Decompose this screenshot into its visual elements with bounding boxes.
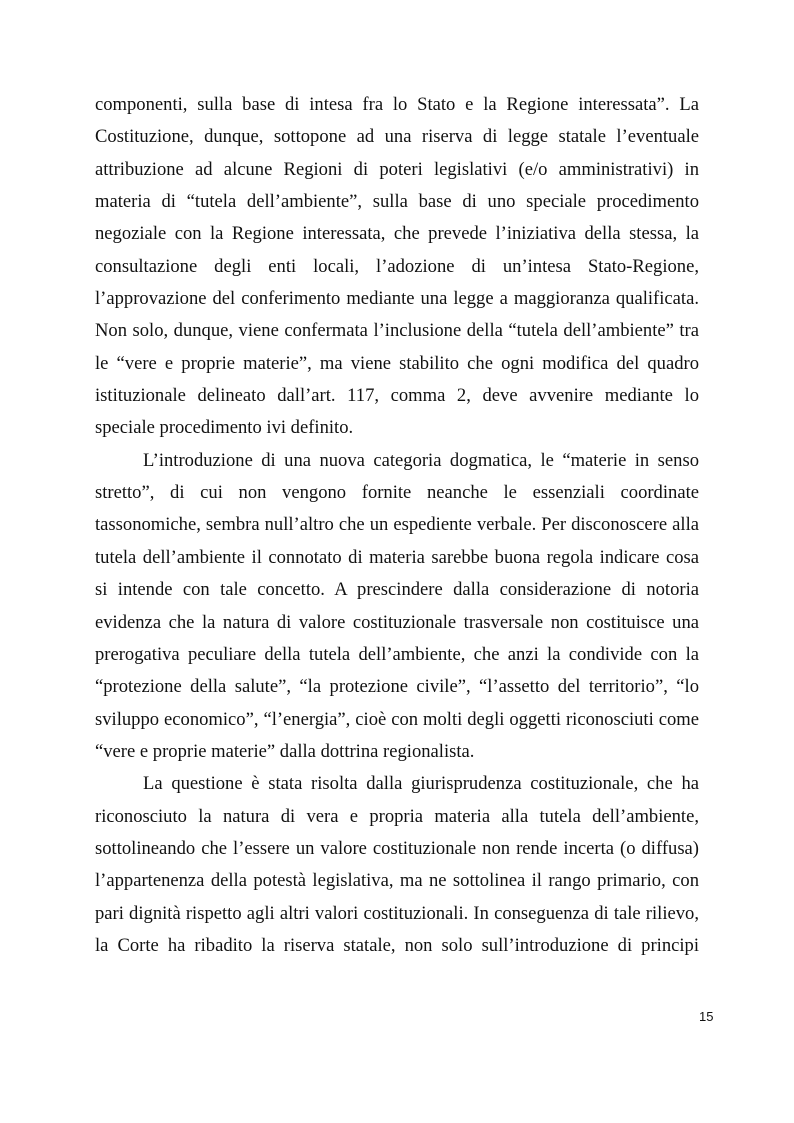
paragraph-2 [95,445,699,768]
text-line: La questione è stata risolta dalla giurisprudenza costituzionale, che ha [143,773,699,795]
text-line: la Corte ha ribadito la riserva statale, non solo sull’introduzione di principi [95,934,699,956]
text-line: tassonomiche, sembra null’altro che un espediente verbale. Per disconoscere alla [95,514,699,536]
text-line: “vere e proprie materie” dalla dottrina regionalista. [95,740,475,762]
text-line: sottolineando che l’essere un valore costituzionale non rende incerta (o diffusa) [95,837,699,859]
text-line: le “vere e proprie materie”, ma viene stabilito che ogni modifica del quadro [95,352,699,374]
text-line: Costituzione, dunque, sottopone ad una riserva di legge statale l’eventuale [95,126,699,148]
text-line: pari dignità rispetto agli altri valori costituzionali. In conseguenza di tale rilievo, [95,902,699,924]
text-line: materia di “tutela dell’ambiente”, sulla base di uno speciale procedimento [95,191,699,213]
text-line: si intende con tale concetto. A prescindere dalla considerazione di notoria [95,579,699,601]
text-line: L’introduzione di una nuova categoria dogmatica, le “materie in senso [143,449,699,471]
paragraph-3 [95,768,699,962]
page-number: 15 [699,1009,714,1024]
text-line: istituzionale delineato dall’art. 117, comma 2, deve avvenire mediante lo [95,385,699,407]
text-line: sviluppo economico”, “l’energia”, cioè con molti degli oggetti riconosciuti come [95,708,699,730]
text-line: negoziale con la Regione interessata, che prevede l’iniziativa della stessa, la [95,223,699,245]
text-line: riconosciuto la natura di vera e propria materia alla tutela dell’ambiente, [95,805,699,827]
body-text [95,89,699,962]
paragraph-1 [95,89,699,445]
text-line: prerogativa peculiare della tutela dell’ambiente, che anzi la condivide con la [95,643,699,665]
text-line: tutela dell’ambiente il connotato di materia sarebbe buona regola indicare cosa [95,546,699,568]
text-line: attribuzione ad alcune Regioni di poteri legislativi (e/o amministrativi) in [95,158,699,180]
text-line: stretto”, di cui non vengono fornite neanche le essenziali coordinate [95,482,699,504]
text-line: componenti, sulla base di intesa fra lo Stato e la Regione interessata”. La [95,94,699,115]
text-line: Non solo, dunque, viene confermata l’inclusione della “tutela dell’ambiente” tra [95,320,699,342]
text-line: l’appartenenza della potestà legislativa, ma ne sottolinea il rango primario, con [95,870,699,892]
text-line: evidenza che la natura di valore costituzionale trasversale non costituisce una [95,611,699,633]
text-line: consultazione degli enti locali, l’adozione di un’intesa Stato-Regione, [95,255,699,277]
text-line: l’approvazione del conferimento mediante una legge a maggioranza qualificata. [95,288,699,310]
text-line: “protezione della salute”, “la protezione civile”, “l’assetto del territorio”, “lo [95,676,699,698]
text-line: speciale procedimento ivi definito. [95,417,354,439]
